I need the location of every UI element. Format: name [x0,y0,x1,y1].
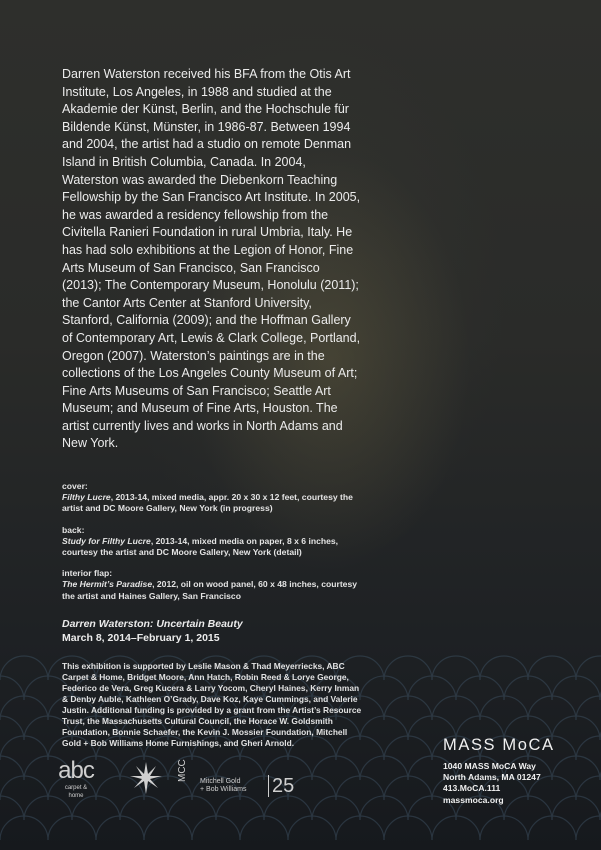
sponsor-acknowledgement: This exhibition is supported by Leslie Mason & Thad Meyerriecks, ABC Carpet & Home, Bridget Moore, Ann Hatch, Robin Reed & Lorye George, Federico de Vera, Greg Kucera & Larry Yocom, Cheryl Haines, Kerry Inman & Denby Auble, Kathleen O’Grady, Dave Koz, Kaye Cummings, and Valerie Justin. Additional funding is provided by a grant from the Artist’s Resource Trust, the Massachusetts Cultural Council, the Horace W. Goldsmith Foundation, Bonnie Schaefer, the Kevin J. Mossier Foundation, Mitchell Gold + Bob Williams Home Furnishings, and Gheri Arnold. [62,661,362,748]
sponsor-logos [58,758,298,808]
credit-flap-title: The Hermit’s Paradise [62,579,153,590]
museum-contact [443,736,593,806]
credit-back-text: , 2013-14, mixed media on paper, 8 x 6 inches, courtesy the artist and DC Moore Gallery, New York (detail) [62,535,339,558]
museum-website: massmoca.org [443,794,504,805]
scale-arc [432,656,480,680]
scale-arc [0,656,48,680]
scale-arc [384,656,432,680]
museum-phone: 413.MoCA.111 [443,783,501,794]
credit-cover-text: , 2013-14, mixed media, appr. 20 x 30 x 12 feet, courtesy the artist and DC Moore Gallery, New York (in progress) [62,492,353,514]
scale-arc [528,656,576,680]
mcc-starburst-icon [126,758,186,798]
image-credits [62,481,362,612]
credit-back-label: back: [62,524,85,535]
mitchell-logo-line2: + Bob Williams [200,785,247,793]
exhibition-dates: March 8, 2014–February 1, 2015 [62,632,220,644]
abc-carpet-logo [58,758,94,800]
mitchell-logo-line1: Mitchell Gold [200,778,241,785]
credit-flap-label: interior flap: [62,568,113,579]
credit-cover-label: cover: [62,481,88,491]
artist-biography: Darren Waterston received his BFA from the Otis Art Institute, Los Angeles, in 1988 and studied at the Akademie der Künst, Berlin, and the Hochschule für Bildende Künst, Münster, in 1986-87. Between 1994 and 2004, the artist had a studio on remote Denman Island in British Columbia, Canada. In 2004, Waterston was awarded the Diebenkorn Teaching Fellowship by the San Francisco Art Institute. In 2005, he was awarded a residency fellowship from the Civitella Ranieri Foundation in rural Umbria, Italy. He has had solo exhibitions at the Legion of Honor, Fine Arts Museum of San Francisco, San Francisco (2013); The Contemporary Museum, Honolulu (2011); the Cantor Arts Center at Stanford University, Stanford, California (2009); and the Hoffman Gallery of Contemporary Art, Lewis & Clark College, Portland, Oregon (2007). Waterston’s paintings are in the collections of the Los Angeles County Museum of Art; Fine Arts Museums of San Francisco; Seattle Art Museum; and Museum of Fine Arts, Houston. The artist currently lives and works in North Adams and New York. [62,67,361,451]
mass-cultural-council-logo [126,758,186,798]
mitchell-gold-bob-williams-logo [200,775,298,802]
credit-flap-text: , 2012, oil on wood panel, 60 x 48 inches, courtesy the artist and Haines Gallery, San Francisco [62,579,358,601]
exhibition-info [62,617,362,645]
exhibition-title: Darren Waterston: Uncertain Beauty [62,618,243,630]
credit-back [62,525,362,559]
scale-arc [480,656,528,680]
abc-logo-subtitle: carpet & home [64,785,88,799]
credit-interior-flap [62,568,362,602]
museum-name: MASS MoCA [443,736,555,754]
mcc-logo-text: MCC [177,759,188,782]
museum-address-line1: 1040 MASS MoCA Way [443,761,536,771]
scale-arc [576,816,601,840]
museum-address-line2: North Adams, MA 01247 [443,772,541,783]
credit-cover-title: Filthy Lucre [62,492,111,503]
mitchell-logo-number: 25 [268,775,294,797]
credit-back-title: Study for Filthy Lucre [62,535,151,546]
credit-cover [62,481,362,515]
abc-logo-mark: abc [58,757,94,784]
